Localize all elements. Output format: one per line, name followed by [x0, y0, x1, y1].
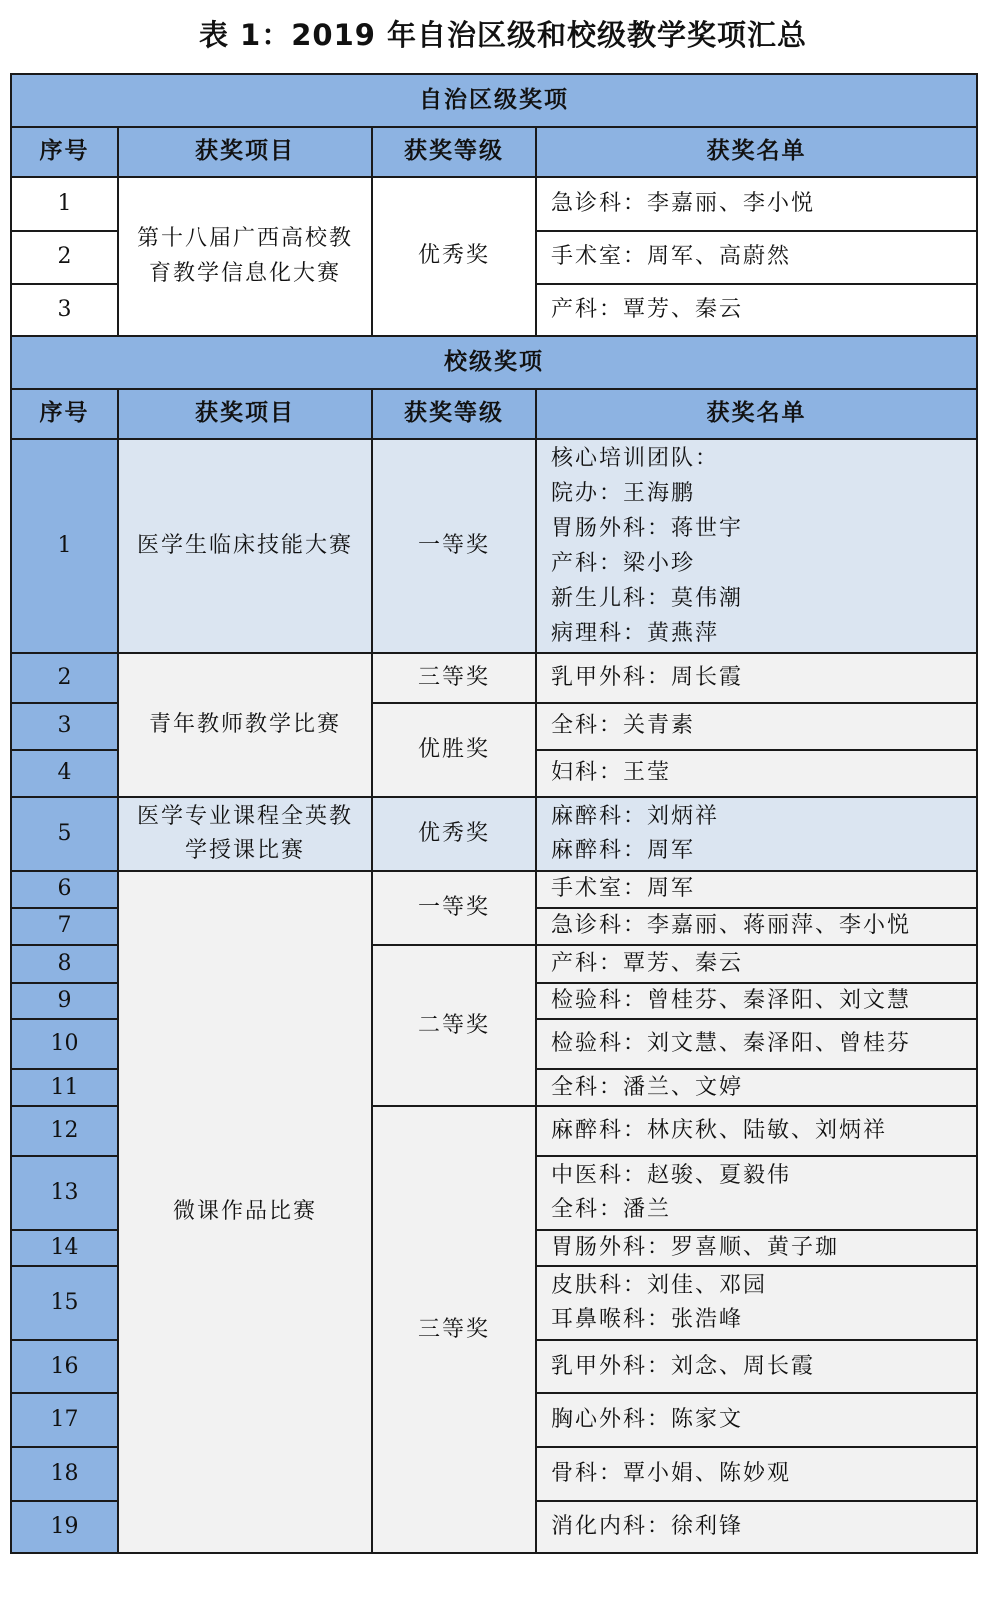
- row-number: 7: [11, 908, 118, 945]
- winner-names: 妇科：王莹: [536, 750, 977, 797]
- award-level: 优秀奖: [372, 177, 536, 336]
- row-number: 2: [11, 653, 118, 703]
- winner-names: 乳甲外科：周长霞: [536, 653, 977, 703]
- winner-names: 胸心外科：陈家文: [536, 1393, 977, 1447]
- winner-names: 骨科：覃小娟、陈妙观: [536, 1447, 977, 1501]
- winner-names: 全科：潘兰、文婷: [536, 1069, 977, 1106]
- award-level: 优胜奖: [372, 703, 536, 797]
- header-project: 获奖项目: [118, 127, 372, 177]
- row-number: 2: [11, 231, 118, 284]
- table-row: [11, 871, 977, 908]
- winner-line: 中医科：赵骏、夏毅伟: [551, 1163, 792, 1189]
- winner-names: 急诊科：李嘉丽、蒋丽萍、李小悦: [536, 908, 977, 945]
- winner-names: 手术室：周军: [536, 871, 977, 908]
- row-number: 5: [11, 797, 118, 871]
- header-level: 获奖等级: [372, 389, 536, 439]
- winner-line: 院办：王海鹏: [551, 481, 696, 506]
- award-project: [118, 797, 372, 871]
- winner-line: 麻醉科：刘炳祥: [551, 804, 720, 829]
- award-project-text: 医学生临床技能大赛: [136, 532, 353, 558]
- winner-line: 病理科：黄燕萍: [551, 621, 720, 646]
- award-project: [118, 439, 372, 653]
- row-number: 15: [11, 1266, 118, 1340]
- winner-names: [536, 797, 977, 871]
- row-number: 1: [11, 177, 118, 231]
- row-number: 8: [11, 945, 118, 983]
- award-level: 二等奖: [372, 945, 536, 1106]
- header-no: 序号: [11, 389, 118, 439]
- winner-line: 耳鼻喉科：张浩峰: [551, 1307, 744, 1333]
- header-level: 获奖等级: [372, 127, 536, 177]
- award-level: 一等奖: [372, 439, 536, 653]
- row-number: 14: [11, 1230, 118, 1266]
- winner-names: 检验科：曾桂芬、秦泽阳、刘文慧: [536, 983, 977, 1019]
- award-project-text: 医学专业课程全英教学授课比赛: [136, 804, 353, 863]
- winner-names: 乳甲外科：刘念、周长霞: [536, 1340, 977, 1393]
- award-project-text: 青年教师教学比赛: [148, 711, 341, 737]
- row-number: 3: [11, 703, 118, 750]
- section-title-regional: 自治区级奖项: [11, 74, 977, 127]
- table-row: [11, 439, 977, 653]
- award-level: 三等奖: [372, 1106, 536, 1553]
- winner-names: [536, 439, 977, 653]
- award-level: 一等奖: [372, 871, 536, 945]
- award-project: [118, 871, 372, 1553]
- winner-names: [536, 1266, 977, 1340]
- row-number: 12: [11, 1106, 118, 1156]
- award-project: [118, 177, 372, 336]
- winner-names: 全科：关青素: [536, 703, 977, 750]
- winner-line: 核心培训团队：: [551, 446, 720, 471]
- winner-line: 麻醉科：周军: [551, 838, 696, 863]
- row-number: 4: [11, 750, 118, 797]
- award-project: [118, 653, 372, 797]
- winner-names: [536, 1156, 977, 1230]
- winner-names: 消化内科：徐利锋: [536, 1501, 977, 1553]
- table-row: [11, 653, 977, 703]
- winner-line: 胃肠外科：蒋世宇: [551, 516, 744, 541]
- row-number: 9: [11, 983, 118, 1019]
- award-project-text: 微课作品比赛: [172, 1199, 317, 1225]
- table-row: [11, 177, 977, 231]
- winner-line: 皮肤科：刘佳、邓园: [551, 1273, 768, 1299]
- row-number: 6: [11, 871, 118, 908]
- winner-names: 急诊科：李嘉丽、李小悦: [536, 177, 977, 231]
- winner-names: 胃肠外科：罗喜顺、黄子珈: [536, 1230, 977, 1266]
- header-no: 序号: [11, 127, 118, 177]
- winner-names: 产科：覃芳、秦云: [536, 284, 977, 336]
- row-number: 19: [11, 1501, 118, 1553]
- award-project-text: 第十八届广西高校教育教学信息化大赛: [136, 226, 353, 286]
- row-number: 18: [11, 1447, 118, 1501]
- winner-names: 产科：覃芳、秦云: [536, 945, 977, 983]
- row-number: 16: [11, 1340, 118, 1393]
- row-number: 10: [11, 1019, 118, 1069]
- winner-line: 产科：梁小珍: [551, 551, 696, 576]
- winner-names: 手术室：周军、高蔚然: [536, 231, 977, 284]
- row-number: 13: [11, 1156, 118, 1230]
- table-title: 表 1：2019 年自治区级和校级教学奖项汇总: [198, 18, 808, 52]
- header-names: 获奖名单: [536, 389, 977, 439]
- section-title-school: 校级奖项: [11, 336, 977, 389]
- row-number: 17: [11, 1393, 118, 1447]
- winner-line: 全科：潘兰: [551, 1197, 672, 1223]
- award-level: 三等奖: [372, 653, 536, 703]
- award-level: 优秀奖: [372, 797, 536, 871]
- row-number: 1: [11, 439, 118, 653]
- row-number: 11: [11, 1069, 118, 1106]
- winner-names: 麻醉科：林庆秋、陆敏、刘炳祥: [536, 1106, 977, 1156]
- header-project: 获奖项目: [118, 389, 372, 439]
- winner-line: 新生儿科：莫伟潮: [551, 586, 744, 611]
- header-names: 获奖名单: [536, 127, 977, 177]
- table-row: [11, 797, 977, 871]
- awards-table: [10, 73, 978, 1554]
- row-number: 3: [11, 284, 118, 336]
- winner-names: 检验科：刘文慧、秦泽阳、曾桂芬: [536, 1019, 977, 1069]
